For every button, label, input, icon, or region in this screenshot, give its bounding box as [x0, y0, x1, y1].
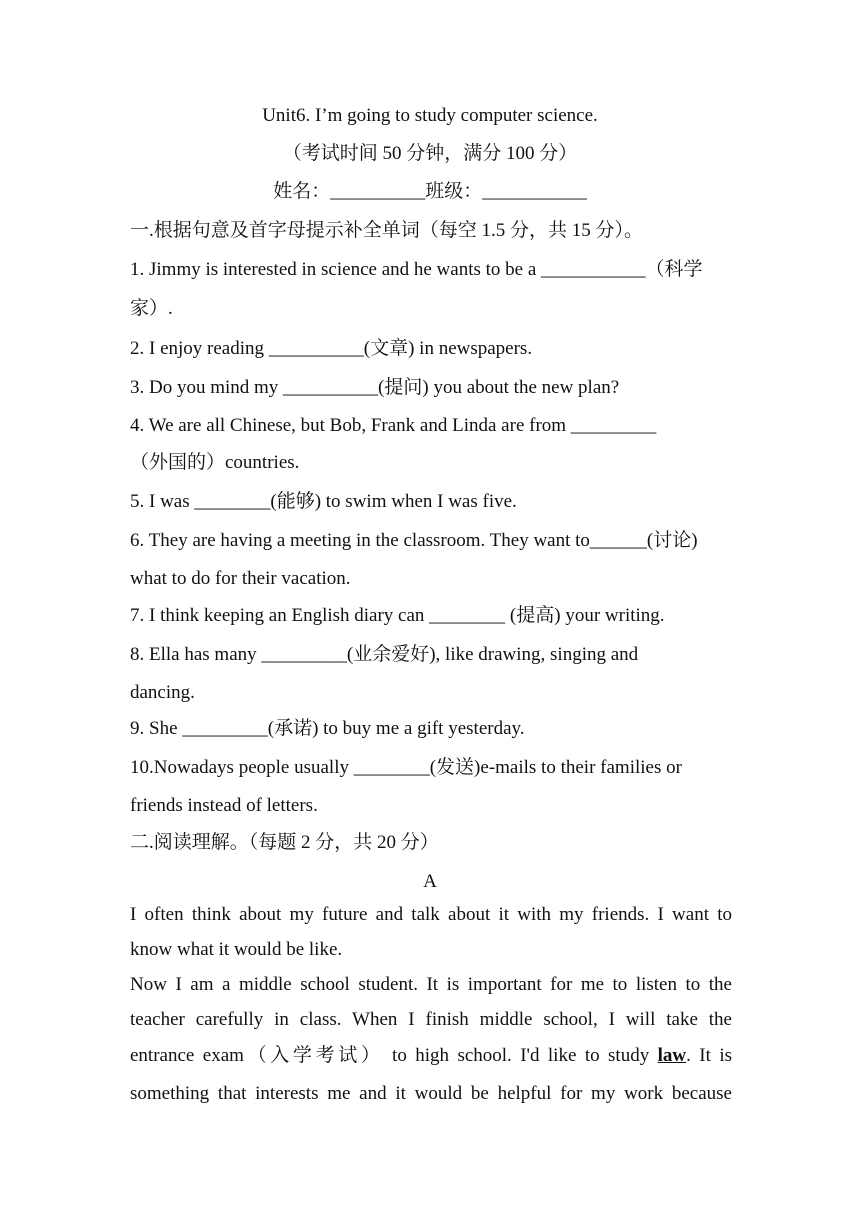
question-5: 5. I was ________(能够) to swim when I was five. — [130, 491, 517, 512]
question-1: 1. Jimmy is interested in science and he wants to be a ___________（科学 — [130, 259, 703, 280]
question-10: 10.Nowadays people usually ________(发送)e-mails to their families or — [130, 757, 682, 778]
question-3: 3. Do you mind my __________(提问) you about the new plan? — [130, 377, 620, 398]
question-10-cont: friends instead of letters. — [130, 795, 318, 816]
passage-line: teacher carefully in class. When I finish middle school, I will take the — [130, 1009, 732, 1030]
question-7: 7. I think keeping an English diary can ________ (提高) your writing. — [130, 605, 665, 626]
underlined-word: law — [657, 1045, 687, 1066]
passage-label: A — [423, 871, 437, 892]
passage-line: something that interests me and it would be helpful for my work because — [130, 1083, 732, 1104]
question-8-cont: dancing. — [130, 682, 195, 703]
section-heading: 二.阅读理解。（每题 2 分，共 20 分） — [130, 832, 439, 853]
section-heading: 一.根据句意及首字母提示补全单词（每空 1.5 分，共 15 分）。 — [130, 220, 644, 241]
question-6-cont: what to do for their vacation. — [130, 568, 351, 589]
question-8: 8. Ella has many _________(业余爱好), like drawing, singing and — [130, 644, 639, 665]
name-class-line: 姓名：__________班级：___________ — [273, 181, 587, 202]
question-1-cont: 家）. — [130, 298, 173, 319]
question-2: 2. I enjoy reading __________(文章) in newspapers. — [130, 338, 533, 359]
passage-text: entrance exam（入学考试） to high school. I'd like to study — [130, 1045, 658, 1066]
passage-line: know what it would be like. — [130, 939, 343, 960]
exam-info: （考试时间 50 分钟，满分 100 分） — [282, 143, 578, 164]
passage-line — [130, 1044, 732, 1068]
page-title: Unit6. I’m going to study computer science. — [262, 105, 598, 126]
question-4: 4. We are all Chinese, but Bob, Frank and Linda are from _________ — [130, 415, 657, 436]
question-4-cont: （外国的）countries. — [130, 452, 300, 473]
question-9: 9. She _________(承诺) to buy me a gift yesterday. — [130, 718, 525, 739]
passage-text: . It is — [686, 1045, 733, 1066]
passage-line: I often think about my future and talk about it with my friends. I want to — [130, 904, 732, 925]
passage-line: Now I am a middle school student. It is important for me to listen to the — [130, 974, 732, 995]
question-6: 6. They are having a meeting in the classroom. They want to______(讨论) — [130, 530, 698, 551]
